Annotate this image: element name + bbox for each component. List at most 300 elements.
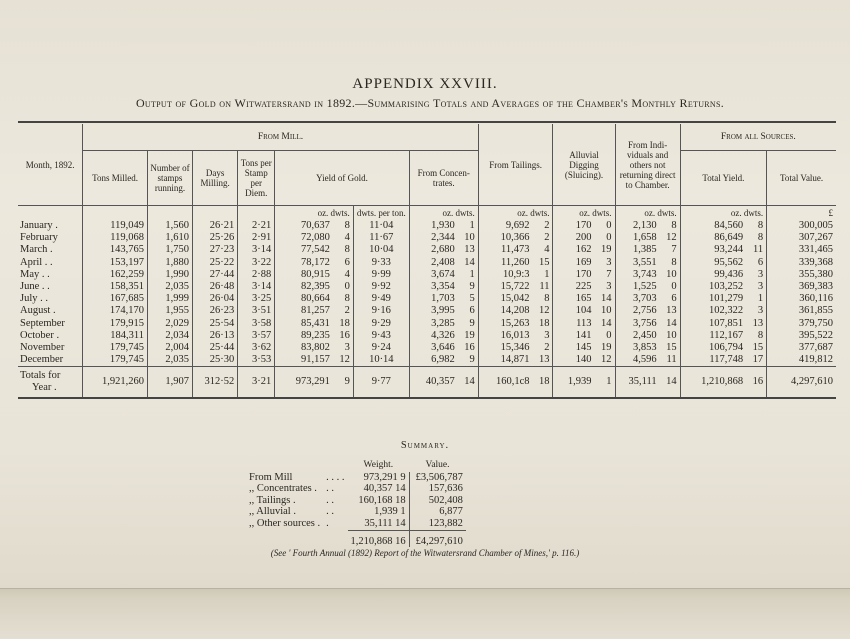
cell-toz bbox=[478, 220, 553, 232]
cell-dpt: 10·04 bbox=[353, 244, 409, 256]
cell-tyoz bbox=[680, 232, 767, 244]
cell-yoz-oz: 78,172 bbox=[300, 256, 330, 268]
cell-stamps: 2,035 bbox=[147, 281, 192, 293]
cell-tyoz-oz: 107,851 bbox=[709, 317, 744, 329]
unit-alluvial: oz. dwts. bbox=[553, 206, 615, 221]
total-tyoz-oz: 1,210,868 bbox=[701, 376, 744, 388]
cell-tyoz bbox=[680, 342, 767, 354]
cell-ioz bbox=[615, 305, 680, 317]
cell-tyoz bbox=[680, 220, 767, 232]
cell-days: 27·23 bbox=[192, 244, 237, 256]
cell-tydw-dwts: 8 bbox=[757, 220, 764, 231]
cell-val: 419,812 bbox=[767, 354, 836, 367]
cell-coz bbox=[409, 354, 478, 367]
summary-heading: Summary. bbox=[400, 440, 450, 451]
cell-tps: 3·14 bbox=[238, 281, 275, 293]
cell-aoz bbox=[553, 305, 615, 317]
cell-aoz-oz: 141 bbox=[575, 329, 592, 341]
cell-days: 26·21 bbox=[192, 220, 237, 232]
cell-aoz bbox=[553, 330, 615, 342]
cell-yoz bbox=[275, 232, 354, 244]
summary-label: From Mill bbox=[249, 471, 293, 483]
summary-row bbox=[246, 483, 466, 495]
cell-tyoz-oz: 102,322 bbox=[709, 305, 744, 317]
cell-ydw-dwts: 4 bbox=[344, 232, 350, 244]
month-cell: August . bbox=[20, 305, 56, 317]
cell-days: 25·44 bbox=[192, 342, 237, 354]
cell-yoz bbox=[275, 220, 354, 232]
cell-tons: 119,068 bbox=[83, 232, 148, 244]
cell-tdw-dwts: 2 bbox=[544, 220, 550, 231]
cell-tdw-dwts: 2 bbox=[544, 342, 550, 354]
cell-yoz bbox=[275, 318, 354, 330]
cell-val: 369,383 bbox=[767, 281, 836, 293]
cell-stamps: 1,880 bbox=[147, 257, 192, 269]
cell-stamps: 1,610 bbox=[147, 232, 192, 244]
summary-weight: 40,357 14 bbox=[363, 483, 406, 495]
month-cell: November bbox=[20, 342, 65, 354]
total-aoz bbox=[553, 367, 615, 399]
summary-weight-header: Weight. bbox=[363, 460, 394, 470]
cell-coz bbox=[409, 220, 478, 232]
summary-label: ,, Tailings . bbox=[249, 494, 296, 506]
cell-cdw-dwts: 1 bbox=[469, 268, 475, 280]
cell-yoz bbox=[275, 293, 354, 305]
cell-coz-oz: 2,680 bbox=[431, 244, 455, 256]
cell-tydw-dwts: 13 bbox=[752, 317, 764, 329]
cell-tyoz bbox=[680, 293, 767, 305]
cell-tydw-dwts: 17 bbox=[752, 354, 764, 366]
cell-adw-dwts: 12 bbox=[601, 354, 612, 366]
summary-label: ,, Concentrates . bbox=[249, 483, 317, 495]
cell-yoz-oz: 80,915 bbox=[300, 268, 330, 280]
unit-individuals: oz. dwts. bbox=[615, 206, 680, 221]
cell-aoz-oz: 225 bbox=[575, 281, 592, 293]
cell-tons: 174,170 bbox=[83, 305, 148, 317]
units-row bbox=[18, 206, 836, 221]
cell-ydw-dwts: 12 bbox=[339, 354, 350, 366]
cell-tydw-dwts: 3 bbox=[757, 281, 764, 293]
cell-ydw-dwts: 0 bbox=[344, 281, 350, 293]
cell-yoz bbox=[275, 342, 354, 354]
summary-dots: . bbox=[326, 518, 329, 530]
cell-tydw-dwts: 1 bbox=[757, 293, 764, 305]
cell-aoz-oz: 200 bbox=[575, 232, 592, 244]
table-row bbox=[18, 232, 836, 244]
cell-aoz bbox=[553, 281, 615, 293]
table-row bbox=[18, 220, 836, 232]
cell-tdw-dwts: 4 bbox=[544, 244, 550, 256]
cell-ydw-dwts: 2 bbox=[344, 305, 350, 317]
summary-dots: . . bbox=[326, 506, 335, 518]
cell-coz bbox=[409, 269, 478, 281]
total-idw-dwts: 14 bbox=[666, 376, 677, 388]
cell-tyoz-oz: 86,649 bbox=[714, 232, 744, 244]
cell-tyoz bbox=[680, 318, 767, 330]
cell-tons: 119,049 bbox=[83, 220, 148, 232]
cell-yoz-oz: 82,395 bbox=[300, 281, 330, 293]
cell-tyoz-oz: 106,794 bbox=[709, 342, 744, 354]
cell-tyoz-oz: 99,436 bbox=[714, 268, 744, 280]
cell-adw-dwts: 3 bbox=[606, 281, 612, 293]
cell-aoz-oz: 140 bbox=[575, 354, 592, 366]
cell-aoz bbox=[553, 354, 615, 367]
cell-ioz bbox=[615, 318, 680, 330]
cell-val: 307,267 bbox=[767, 232, 836, 244]
cell-idw-dwts: 8 bbox=[671, 256, 677, 268]
unit-dwts-per-ton: dwts. per ton. bbox=[353, 206, 409, 221]
cell-tydw-dwts: 11 bbox=[753, 244, 764, 256]
cell-toz-oz: 15,263 bbox=[500, 317, 530, 329]
cell-yoz bbox=[275, 305, 354, 317]
cell-toz bbox=[478, 318, 553, 330]
header-days: Days Milling. bbox=[192, 151, 237, 206]
summary-value-header: Value. bbox=[425, 460, 450, 470]
cell-tyoz bbox=[680, 330, 767, 342]
cell-days: 26·04 bbox=[192, 293, 237, 305]
cell-yoz-oz: 85,431 bbox=[300, 317, 330, 329]
cell-stamps: 2,035 bbox=[147, 354, 192, 367]
cell-ydw-dwts: 4 bbox=[344, 268, 350, 280]
cell-tyoz bbox=[680, 257, 767, 269]
cell-ioz bbox=[615, 244, 680, 256]
cell-coz-oz: 6,982 bbox=[431, 354, 455, 366]
cell-tyoz bbox=[680, 244, 767, 256]
cell-ioz bbox=[615, 293, 680, 305]
cell-yoz-oz: 81,257 bbox=[300, 305, 330, 317]
cell-days: 25·54 bbox=[192, 318, 237, 330]
unit-yield: oz. dwts. bbox=[275, 206, 354, 221]
summary-label: ,, Alluvial . bbox=[249, 506, 296, 518]
summary-weight: 973,291 9 bbox=[363, 471, 406, 483]
cell-coz-oz: 4,326 bbox=[431, 329, 455, 341]
cell-coz-oz: 2,408 bbox=[431, 256, 455, 268]
cell-toz bbox=[478, 342, 553, 354]
cell-ioz bbox=[615, 354, 680, 367]
total-ioz bbox=[615, 367, 680, 399]
total-dpt: 9·77 bbox=[353, 367, 409, 399]
cell-tons: 179,745 bbox=[83, 354, 148, 367]
cell-tyoz-oz: 95,562 bbox=[714, 256, 744, 268]
cell-ioz bbox=[615, 232, 680, 244]
summary-value: £3,506,787 bbox=[409, 472, 466, 484]
summary-row bbox=[246, 472, 466, 484]
cell-dpt: 9·24 bbox=[353, 342, 409, 354]
summary-value: 502,408 bbox=[409, 495, 466, 507]
cell-adw-dwts: 7 bbox=[606, 268, 612, 280]
cell-coz bbox=[409, 330, 478, 342]
cell-days: 25·30 bbox=[192, 354, 237, 367]
summary-dots: . . bbox=[326, 494, 335, 506]
cell-coz bbox=[409, 318, 478, 330]
total-ydw-dwts: 9 bbox=[344, 376, 350, 388]
cell-tps: 2·21 bbox=[238, 220, 275, 232]
cell-tps: 2·88 bbox=[238, 269, 275, 281]
cell-idw-dwts: 15 bbox=[666, 342, 677, 354]
cell-cdw-dwts: 10 bbox=[464, 232, 475, 244]
summary-total-row bbox=[246, 530, 466, 547]
cell-tdw-dwts: 2 bbox=[544, 232, 550, 244]
top-rule bbox=[18, 121, 836, 123]
cell-cdw-dwts: 16 bbox=[464, 342, 475, 354]
cell-tyoz bbox=[680, 281, 767, 293]
summary-weight: 35,111 14 bbox=[348, 518, 410, 530]
cell-coz bbox=[409, 342, 478, 354]
cell-coz-oz: 2,344 bbox=[431, 232, 455, 244]
cell-ydw-dwts: 8 bbox=[344, 293, 350, 305]
cell-ydw-dwts: 8 bbox=[344, 220, 350, 231]
cell-cdw-dwts: 5 bbox=[469, 293, 475, 305]
cell-idw-dwts: 10 bbox=[666, 268, 677, 280]
summary-label: ,, Other sources . bbox=[249, 518, 321, 530]
cell-dpt: 9·43 bbox=[353, 330, 409, 342]
cell-tdw-dwts: 1 bbox=[544, 268, 550, 280]
cell-coz bbox=[409, 232, 478, 244]
cell-yoz-oz: 91,157 bbox=[300, 354, 330, 366]
cell-aoz bbox=[553, 293, 615, 305]
cell-adw-dwts: 0 bbox=[606, 220, 612, 231]
cell-toz bbox=[478, 281, 553, 293]
unit-total-value: £ bbox=[767, 206, 836, 221]
total-tydw-dwts: 16 bbox=[752, 376, 764, 388]
cell-tyoz-oz: 103,252 bbox=[709, 281, 744, 293]
total-aoz-oz: 1,939 bbox=[567, 376, 592, 388]
total-coz-oz: 40,357 bbox=[425, 376, 455, 388]
header-total-value: Total Value. bbox=[767, 151, 836, 206]
cell-tdw-dwts: 15 bbox=[538, 256, 550, 268]
cell-tps: 3·25 bbox=[238, 293, 275, 305]
total-tdw-dwts: 18 bbox=[538, 376, 550, 388]
table-row bbox=[18, 257, 836, 269]
cell-val: 339,368 bbox=[767, 257, 836, 269]
cell-tyoz bbox=[680, 305, 767, 317]
cell-aoz bbox=[553, 318, 615, 330]
cell-toz-oz: 14,208 bbox=[500, 305, 530, 317]
totals-label-line1: Totals for bbox=[20, 370, 61, 382]
cell-tons: 143,765 bbox=[83, 244, 148, 256]
cell-cdw-dwts: 9 bbox=[469, 281, 475, 293]
month-cell: January . bbox=[20, 220, 58, 231]
cell-cdw-dwts: 6 bbox=[469, 305, 475, 317]
cell-aoz-oz: 170 bbox=[575, 268, 592, 280]
cell-tdw-dwts: 8 bbox=[544, 293, 550, 305]
summary-row bbox=[246, 506, 466, 518]
summary-weight: 1,939 1 bbox=[374, 506, 406, 518]
cell-aoz-oz: 170 bbox=[575, 220, 592, 231]
cell-tps: 3·53 bbox=[238, 354, 275, 367]
cell-idw-dwts: 13 bbox=[666, 305, 677, 317]
cell-yoz bbox=[275, 281, 354, 293]
total-ioz-oz: 35,111 bbox=[628, 376, 657, 388]
header-yield: Yield of Gold. bbox=[275, 151, 410, 206]
cell-idw-dwts: 14 bbox=[666, 317, 677, 329]
cell-yoz-oz: 89,235 bbox=[300, 329, 330, 341]
cell-ioz-oz: 3,743 bbox=[633, 268, 657, 280]
cell-toz-oz: 11,260 bbox=[500, 256, 530, 268]
cell-yoz bbox=[275, 244, 354, 256]
cell-dpt: 11·67 bbox=[353, 232, 409, 244]
cell-dpt: 10·14 bbox=[353, 354, 409, 367]
cell-adw-dwts: 0 bbox=[606, 232, 612, 244]
cell-adw-dwts: 14 bbox=[601, 293, 612, 305]
cell-tyoz-oz: 112,167 bbox=[709, 329, 744, 341]
cell-val: 361,855 bbox=[767, 305, 836, 317]
cell-toz bbox=[478, 244, 553, 256]
cell-tps: 3·22 bbox=[238, 257, 275, 269]
cell-ioz bbox=[615, 342, 680, 354]
table-row bbox=[18, 244, 836, 256]
cell-idw-dwts: 12 bbox=[666, 232, 677, 244]
cell-val: 379,750 bbox=[767, 318, 836, 330]
summary-dots: . . . . bbox=[326, 471, 345, 483]
summary-value: 6,877 bbox=[409, 506, 466, 518]
cell-val: 377,687 bbox=[767, 342, 836, 354]
cell-coz-oz: 3,646 bbox=[431, 342, 455, 354]
month-cell: February bbox=[20, 232, 58, 244]
cell-cdw-dwts: 19 bbox=[464, 329, 475, 341]
cell-adw-dwts: 0 bbox=[606, 329, 612, 341]
cell-idw-dwts: 6 bbox=[671, 293, 677, 305]
header-all-sources: From all Sources. bbox=[680, 124, 836, 151]
header-tons-milled: Tons Milled. bbox=[83, 151, 148, 206]
cell-adw-dwts: 19 bbox=[601, 244, 612, 256]
cell-days: 27·44 bbox=[192, 269, 237, 281]
cell-ydw-dwts: 8 bbox=[344, 244, 350, 256]
cell-toz-oz: 15,722 bbox=[500, 281, 530, 293]
cell-ioz bbox=[615, 269, 680, 281]
cell-toz bbox=[478, 269, 553, 281]
cell-cdw-dwts: 1 bbox=[469, 220, 475, 231]
totals-label bbox=[18, 367, 83, 399]
unit-total-yield: oz. dwts. bbox=[680, 206, 767, 221]
cell-ioz-oz: 3,703 bbox=[633, 293, 657, 305]
cell-tons: 158,351 bbox=[83, 281, 148, 293]
cell-ioz-oz: 3,756 bbox=[633, 317, 657, 329]
summary-value: 157,636 bbox=[409, 483, 466, 495]
cell-dpt: 9·92 bbox=[353, 281, 409, 293]
cell-toz-oz: 14,871 bbox=[500, 354, 530, 366]
cell-coz bbox=[409, 293, 478, 305]
cell-yoz bbox=[275, 330, 354, 342]
cell-aoz bbox=[553, 269, 615, 281]
table-row bbox=[18, 342, 836, 354]
cell-toz bbox=[478, 232, 553, 244]
cell-tons: 162,259 bbox=[83, 269, 148, 281]
cell-coz-oz: 3,285 bbox=[431, 317, 455, 329]
summary-total-value: £4,297,610 bbox=[409, 530, 466, 547]
summary-row bbox=[246, 495, 466, 507]
header-total-yield: Total Yield. bbox=[680, 151, 767, 206]
total-toz bbox=[478, 367, 553, 399]
cell-days: 25·26 bbox=[192, 232, 237, 244]
cell-coz-oz: 3,354 bbox=[431, 281, 455, 293]
cell-coz bbox=[409, 305, 478, 317]
cell-adw-dwts: 3 bbox=[606, 256, 612, 268]
cell-tps: 3·57 bbox=[238, 330, 275, 342]
total-tons: 1,921,260 bbox=[83, 367, 148, 399]
summary-row bbox=[246, 518, 466, 530]
cell-yoz-oz: 83,802 bbox=[300, 342, 330, 354]
cell-tyoz-oz: 84,560 bbox=[714, 220, 744, 231]
cell-ioz bbox=[615, 330, 680, 342]
unit-concentrates: oz. dwts. bbox=[409, 206, 478, 221]
cell-tydw-dwts: 8 bbox=[757, 329, 764, 341]
cell-ydw-dwts: 3 bbox=[344, 342, 350, 354]
cell-stamps: 1,955 bbox=[147, 305, 192, 317]
cell-days: 26·13 bbox=[192, 330, 237, 342]
cell-toz-oz: 15,346 bbox=[500, 342, 530, 354]
header-concentrates: From Concen-trates. bbox=[409, 151, 478, 206]
table-row bbox=[18, 281, 836, 293]
table-row bbox=[18, 269, 836, 281]
gold-output-table bbox=[18, 124, 836, 399]
cell-yoz-oz: 72,080 bbox=[300, 232, 330, 244]
cell-cdw-dwts: 9 bbox=[469, 354, 475, 366]
month-cell: December bbox=[20, 354, 64, 366]
summary-value: 123,882 bbox=[409, 518, 466, 530]
cell-idw-dwts: 8 bbox=[671, 220, 677, 231]
cell-ioz bbox=[615, 281, 680, 293]
cell-aoz bbox=[553, 220, 615, 232]
cell-ioz-oz: 3,853 bbox=[633, 342, 657, 354]
cell-ydw-dwts: 16 bbox=[339, 329, 350, 341]
cell-idw-dwts: 11 bbox=[666, 354, 677, 366]
cell-coz-oz: 1,930 bbox=[431, 220, 455, 231]
cell-tydw-dwts: 3 bbox=[757, 268, 764, 280]
cell-dpt: 11·04 bbox=[353, 220, 409, 232]
cell-tps: 2·91 bbox=[238, 232, 275, 244]
cell-adw-dwts: 19 bbox=[601, 342, 612, 354]
cell-toz bbox=[478, 354, 553, 367]
cell-tydw-dwts: 15 bbox=[752, 342, 764, 354]
cell-stamps: 1,560 bbox=[147, 220, 192, 232]
table-row bbox=[18, 318, 836, 330]
cell-ioz-oz: 1,658 bbox=[633, 232, 657, 244]
cell-cdw-dwts: 13 bbox=[464, 244, 475, 256]
unit-tailings: oz. dwts. bbox=[478, 206, 553, 221]
total-toz-oz: 160,1c8 bbox=[495, 376, 530, 388]
table-subtitle: Output of Gold on Witwatersrand in 1892.—Summarising Totals and Averages of the Chamber's Monthly Returns. bbox=[135, 96, 725, 110]
header-alluvial: Alluvial Digging (Sluicing). bbox=[553, 124, 615, 206]
cell-val: 355,380 bbox=[767, 269, 836, 281]
header-tons-per-stamp: Tons per Stamp per Diem. bbox=[238, 151, 275, 206]
cell-toz-oz: 15,042 bbox=[500, 293, 530, 305]
appendix-title: APPENDIX XXVIII. bbox=[352, 76, 498, 92]
cell-toz-oz: 10,366 bbox=[500, 232, 530, 244]
cell-aoz-oz: 104 bbox=[575, 305, 592, 317]
cell-toz bbox=[478, 305, 553, 317]
cell-toz bbox=[478, 293, 553, 305]
month-cell: April . . bbox=[20, 256, 53, 268]
cell-stamps: 2,034 bbox=[147, 330, 192, 342]
cell-tons: 153,197 bbox=[83, 257, 148, 269]
cell-coz bbox=[409, 281, 478, 293]
cell-tdw-dwts: 13 bbox=[538, 354, 550, 366]
cell-stamps: 2,029 bbox=[147, 318, 192, 330]
cell-yoz bbox=[275, 257, 354, 269]
total-yoz bbox=[275, 367, 354, 399]
footnote: (See ' Fourth Annual (1892) Report of the Witwatersrand Chamber of Mines,' p. 116.) bbox=[270, 548, 580, 558]
cell-tps: 3·58 bbox=[238, 318, 275, 330]
header-individuals: From Indi-viduals and others not returning direct to Chamber. bbox=[615, 124, 680, 206]
cell-aoz-oz: 113 bbox=[576, 317, 592, 329]
cell-aoz-oz: 162 bbox=[575, 244, 592, 256]
summary-table bbox=[246, 460, 466, 547]
month-cell: May . . bbox=[20, 268, 50, 280]
cell-ioz bbox=[615, 257, 680, 269]
cell-adw-dwts: 14 bbox=[601, 317, 612, 329]
cell-tons: 179,745 bbox=[83, 342, 148, 354]
